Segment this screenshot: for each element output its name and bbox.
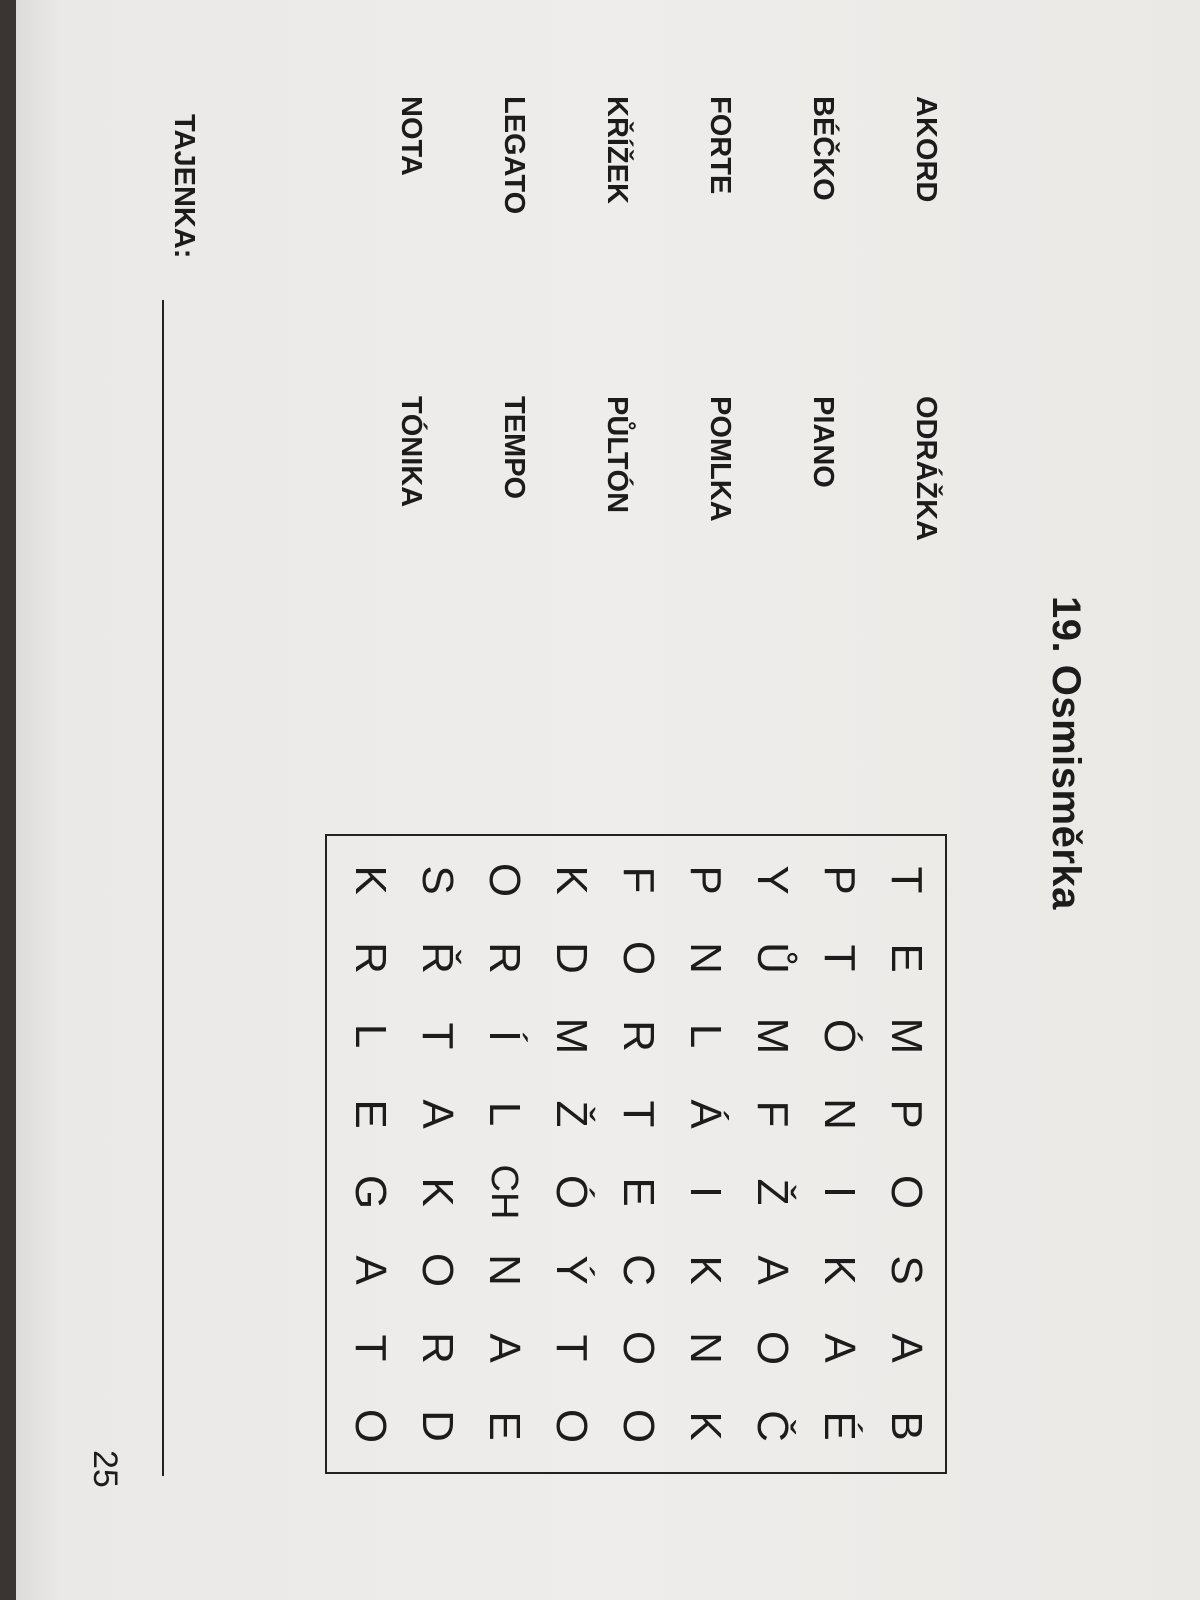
grid-letter[interactable]: O: [547, 1408, 596, 1444]
word-list-item: KŘÍŽEK: [601, 96, 633, 204]
letter-grid: [325, 834, 947, 1474]
grid-letter[interactable]: O: [413, 1252, 462, 1288]
grid-letter[interactable]: Í: [480, 1029, 529, 1043]
word-list-item: PIANO: [807, 396, 839, 488]
grid-letter[interactable]: K: [815, 1255, 864, 1285]
grid-letter[interactable]: S: [413, 865, 462, 895]
grid-letter[interactable]: M: [882, 1017, 931, 1055]
grid-letter[interactable]: R: [413, 1332, 462, 1364]
grid-letter[interactable]: N: [480, 1254, 529, 1286]
grid-letter[interactable]: Ů: [748, 942, 797, 974]
grid-letter[interactable]: T: [882, 866, 931, 894]
grid-letter[interactable]: T: [346, 1334, 395, 1362]
grid-letter[interactable]: N: [681, 1332, 730, 1364]
grid-letter[interactable]: L: [681, 1023, 730, 1049]
grid-letter[interactable]: G: [346, 1174, 395, 1210]
word-list-item: PŮLTÓN: [601, 396, 633, 514]
word-list-item: ODRÁŽKA: [910, 396, 942, 541]
grid-letter[interactable]: Ž: [547, 1100, 596, 1128]
grid-letter[interactable]: P: [681, 865, 730, 895]
grid-letter[interactable]: E: [480, 1411, 529, 1441]
grid-letter[interactable]: Y: [748, 865, 797, 895]
grid-letter[interactable]: S: [882, 1255, 931, 1285]
grid-letter[interactable]: T: [815, 944, 864, 972]
word-list-item: TÓNIKA: [395, 396, 427, 508]
grid-letter[interactable]: K: [681, 1411, 730, 1441]
grid-letter[interactable]: E: [614, 1177, 663, 1207]
grid-letter[interactable]: N: [815, 1098, 864, 1130]
grid-letter[interactable]: Ž: [748, 1178, 797, 1206]
solution-answer-line[interactable]: [162, 300, 164, 1476]
grid-letter[interactable]: L: [346, 1023, 395, 1049]
grid-letter[interactable]: K: [547, 865, 596, 895]
word-list-item: BÉČKO: [807, 96, 839, 201]
grid-letter[interactable]: I: [681, 1185, 730, 1199]
grid-letter[interactable]: A: [882, 1333, 931, 1363]
grid-letter[interactable]: N: [681, 942, 730, 974]
grid-letter[interactable]: T: [413, 1022, 462, 1050]
grid-letter[interactable]: Ó: [815, 1018, 864, 1054]
grid-letter[interactable]: F: [748, 1100, 797, 1128]
word-list-item: AKORD: [910, 96, 942, 203]
grid-letter[interactable]: Č: [748, 1410, 797, 1442]
grid-letter[interactable]: F: [614, 866, 663, 894]
page-title: 19. Osmisměrka: [1044, 596, 1088, 910]
worksheet: [16, 0, 1200, 1600]
grid-letter[interactable]: Á: [681, 1099, 730, 1129]
grid-letter[interactable]: R: [346, 942, 395, 974]
grid-letter[interactable]: Ó: [547, 1174, 596, 1210]
word-list-item: TEMPO: [498, 396, 530, 500]
grid-letter[interactable]: A: [480, 1333, 529, 1363]
grid-letter[interactable]: D: [413, 1410, 462, 1442]
grid-letter[interactable]: P: [815, 865, 864, 895]
word-list-item: LEGATO: [498, 96, 530, 215]
grid-letter[interactable]: O: [882, 1174, 931, 1210]
page: [16, 0, 1200, 1600]
word-list-item: POMLKA: [704, 396, 736, 522]
grid-letter[interactable]: D: [547, 942, 596, 974]
grid-letter[interactable]: Ý: [547, 1255, 596, 1285]
grid-letter[interactable]: O: [614, 1330, 663, 1366]
grid-letter[interactable]: O: [614, 1408, 663, 1444]
grid-letter[interactable]: A: [346, 1255, 395, 1285]
grid-letter[interactable]: C: [614, 1254, 663, 1286]
grid-letter[interactable]: E: [882, 943, 931, 973]
grid-letter[interactable]: T: [547, 1334, 596, 1362]
grid-letter[interactable]: O: [346, 1408, 395, 1444]
grid-letter[interactable]: O: [480, 862, 529, 898]
word-list-item: NOTA: [395, 96, 427, 177]
grid-letter[interactable]: R: [480, 942, 529, 974]
grid-letter[interactable]: CH: [483, 1164, 525, 1220]
grid-letter[interactable]: R: [614, 1020, 663, 1052]
grid-letter[interactable]: K: [413, 1177, 462, 1207]
grid-letter[interactable]: L: [480, 1101, 529, 1127]
grid-letter[interactable]: Ř: [413, 942, 462, 974]
grid-letter[interactable]: A: [815, 1333, 864, 1363]
solution-label: TAJENKA:: [168, 114, 200, 259]
grid-letter[interactable]: É: [815, 1411, 864, 1441]
grid-letter[interactable]: E: [346, 1099, 395, 1129]
grid-letter[interactable]: M: [547, 1017, 596, 1055]
grid-letter[interactable]: A: [413, 1099, 462, 1129]
page-number: 25: [86, 1450, 124, 1488]
grid-letter[interactable]: K: [681, 1255, 730, 1285]
grid-letter[interactable]: O: [614, 940, 663, 976]
grid-letter[interactable]: T: [614, 1100, 663, 1128]
grid-letter[interactable]: A: [748, 1255, 797, 1285]
grid-letter[interactable]: B: [882, 1411, 931, 1441]
grid-letter[interactable]: I: [815, 1185, 864, 1199]
word-list-item: FORTE: [704, 96, 736, 195]
grid-letter[interactable]: K: [346, 865, 395, 895]
grid-letter[interactable]: M: [748, 1017, 797, 1055]
grid-letter[interactable]: O: [748, 1330, 797, 1366]
grid-letter[interactable]: P: [882, 1099, 931, 1129]
